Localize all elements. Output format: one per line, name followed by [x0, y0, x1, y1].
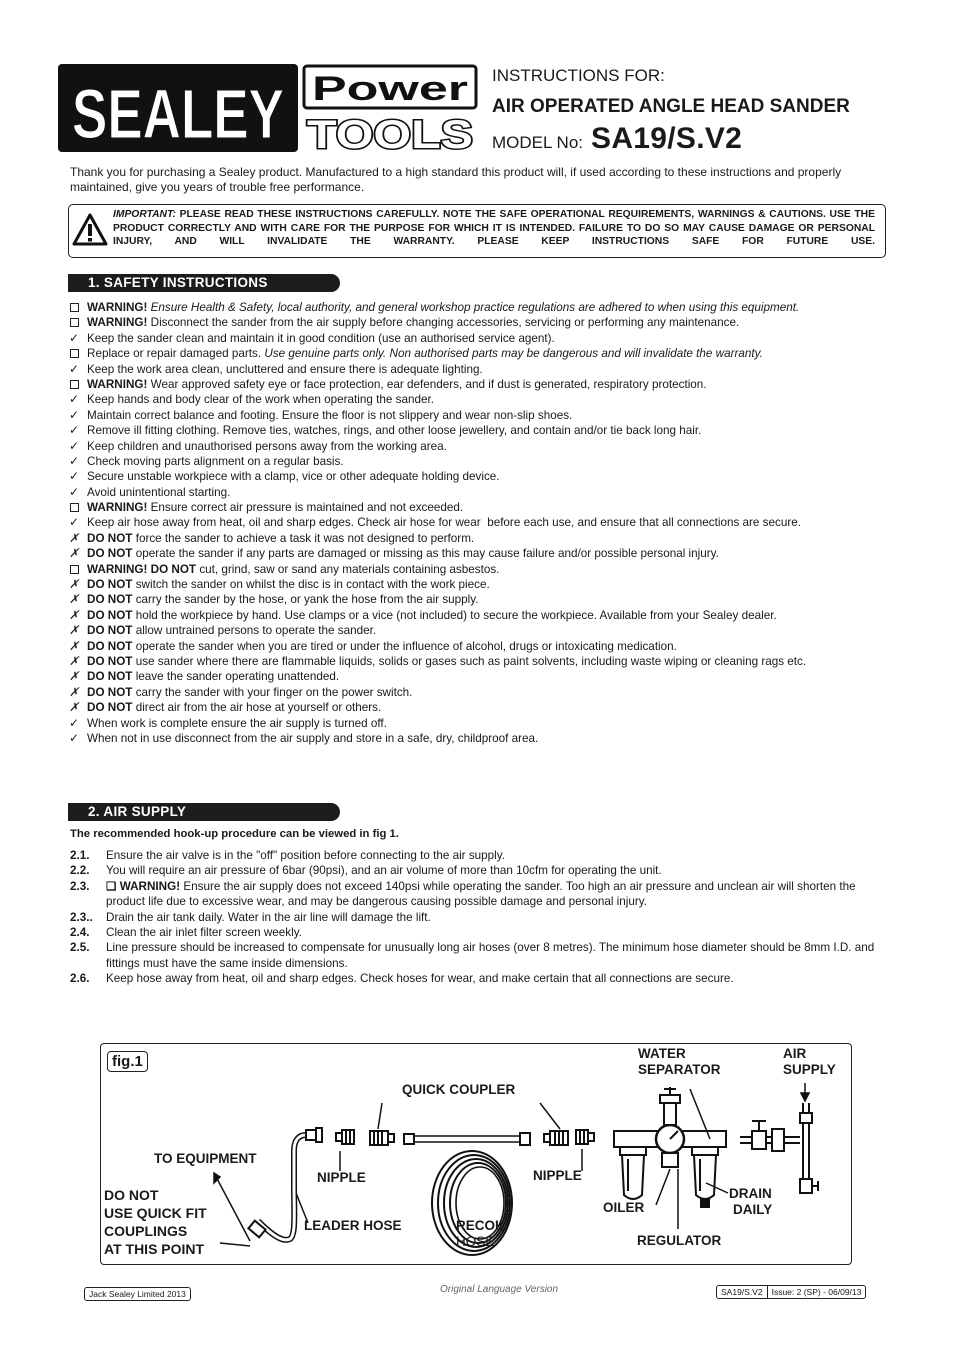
safety-item — [66, 654, 896, 669]
safety-item-body: carry the sander by the hose, or yank the hose from the air supply. — [132, 593, 479, 607]
air-supply-note: The recommended hook-up procedure can be viewed in fig 1. — [70, 828, 399, 840]
safety-item — [66, 377, 896, 392]
safety-item-body: carry the sander with your finger on the power switch. — [132, 685, 413, 699]
safety-item-text — [87, 392, 434, 407]
header-product-name: AIR OPERATED ANGLE HEAD SANDER — [492, 96, 850, 117]
checkmark-icon: ✓ — [68, 407, 80, 422]
safety-item-emphasis: WARNING! — [87, 377, 148, 391]
footer-issue-box — [716, 1285, 866, 1299]
safety-item-body: Ensure correct air pressure is maintained and not exceeded. — [147, 501, 464, 515]
air-supply-item — [70, 879, 890, 910]
air-supply-valve-drawing — [740, 1103, 818, 1193]
safety-item-text — [87, 315, 739, 330]
safety-item — [66, 423, 896, 438]
label-recoil-hose: RECOIL HOSE — [456, 1218, 508, 1249]
air-supply-item-warning: ❏ WARNING! — [106, 879, 181, 893]
checkbox-bullet-icon — [66, 377, 82, 393]
safety-item — [66, 515, 896, 530]
safety-item-text — [87, 485, 230, 500]
safety-item-text — [87, 639, 677, 654]
safety-item-text — [87, 500, 463, 515]
intro-text: Thank you for purchasing a Sealey product. Manufactured to a high standard this product will, if used according to these instructions and properly maintained, give you years of trouble free performance. — [70, 165, 842, 194]
air-supply-item-text: You will require an air pressure of 6bar (90psi), and an air volume of more than 10cfm for operating the unit. — [106, 864, 662, 878]
safety-item — [66, 485, 896, 500]
safety-item-emphasis: DO NOT — [87, 654, 133, 668]
safety-item-body: operate the sander when you are tired or under the influence of alcohol, drugs or intoxicating medication. — [132, 639, 677, 653]
safety-item-emphasis: DO NOT — [87, 701, 133, 715]
air-supply-item-number: 2.5. — [70, 941, 90, 955]
nipple-right-drawing — [576, 1130, 594, 1144]
quick-coupler-right-drawing — [544, 1131, 568, 1145]
air-supply-item-text: Ensure the air valve is in the "off" position before connecting to the air supply. — [106, 849, 505, 862]
safety-item — [66, 592, 896, 607]
checkmark-icon: ✓ — [68, 330, 80, 345]
cross-icon: ✗ — [68, 577, 80, 592]
safety-item-text — [87, 377, 707, 392]
safety-item-text — [87, 423, 701, 438]
cross-icon: ✗ — [68, 684, 80, 699]
cross-icon: ✗ — [68, 669, 80, 684]
checkbox-bullet-icon — [66, 346, 82, 362]
safety-item — [66, 577, 896, 592]
cross-icon: ✗ — [68, 546, 80, 561]
air-supply-item-number: 2.6. — [70, 972, 90, 986]
label-drain-daily: DRAIN DAILY — [729, 1186, 773, 1217]
figure-label: fig.1 — [107, 1051, 148, 1072]
safety-item — [66, 300, 896, 315]
air-supply-item — [70, 863, 890, 878]
air-supply-item-text: Clean the air inlet filter screen weekly. — [106, 926, 302, 940]
safety-item — [66, 454, 896, 469]
label-air-supply: AIR SUPPLY — [783, 1046, 836, 1077]
checkbox-bullet-icon — [66, 300, 82, 316]
safety-item-emphasis: WARNING! — [87, 316, 148, 330]
safety-item-emphasis: WARNING! — [87, 501, 148, 515]
cross-icon: ✗ — [68, 638, 80, 653]
safety-item-body: switch the sander on whilst the disc is in contact with the work piece. — [132, 578, 490, 592]
safety-item-body: Maintain correct balance and footing. Ensure the floor is not slippery and wear non-slip shoes. — [87, 408, 573, 422]
cross-icon: ✗ — [68, 623, 80, 638]
safety-item-text — [87, 731, 538, 746]
safety-item — [66, 700, 896, 715]
air-supply-item-text: Line pressure should be increased to compensate for unusually long air hoses (over 8 metres). The minimum hose diameter should be 8mm I.D. and fittings must have the same inside dimensions. — [106, 941, 875, 970]
safety-item-emphasis: DO NOT — [87, 608, 133, 622]
model-prefix: MODEL No: — [492, 133, 584, 152]
safety-item — [66, 439, 896, 454]
air-supply-item — [70, 925, 890, 940]
checkmark-icon: ✓ — [68, 484, 80, 499]
label-regulator: REGULATOR — [637, 1233, 722, 1248]
label-nipple-right: NIPPLE — [533, 1168, 582, 1183]
safety-item-emphasis: WARNING! DO NOT — [87, 562, 197, 576]
checkbox-bullet-icon — [66, 562, 82, 578]
safety-item-text — [87, 685, 412, 700]
checkmark-icon: ✓ — [68, 469, 80, 484]
safety-item-italic: Ensure Health & Safety, local authority, and general workshop practice regulations are adhered to when using this equipment. — [147, 301, 800, 314]
tools-logo-text: TOOLS — [307, 113, 473, 152]
safety-item-body: hold the workpiece by hand. Use clamps or a vice (not included) to secure the workpiece. Available from your Sealey dealer. — [132, 608, 777, 622]
checkmark-icon: ✓ — [68, 515, 80, 530]
safety-item-emphasis: WARNING! — [87, 301, 148, 314]
safety-instructions-list — [66, 300, 896, 746]
checkmark-icon: ✓ — [68, 361, 80, 376]
air-supply-item-number: 2.3.. — [70, 910, 93, 924]
safety-item — [66, 669, 896, 684]
checkmark-icon: ✓ — [68, 453, 80, 468]
air-supply-item-text: Drain the air tank daily. Water in the air line will damage the lift. — [106, 910, 431, 924]
safety-item-emphasis: DO NOT — [87, 624, 133, 638]
safety-item-body: Remove ill fitting clothing. Remove ties, watches, rings, and other loose jewellery, and contain and/or tie back long hair. — [87, 424, 702, 438]
important-body: PLEASE READ THESE INSTRUCTIONS CAREFULLY. NOTE THE SAFE OPERATIONAL REQUIREMENTS, WARNINGS & CAUTIONS. USE THE PRODUCT CORRECTLY AND WITH CARE FOR THE PURPOSE FOR WHICH IT IS INTENDED. FAILURE TO DO SO MAY CAUSE DAMAGE OR PERSONAL INJURY, AND WILL INVALIDATE THE WARRANTY. PLEASE KEEP INSTRUCTIONS SAFE FOR FUTURE USE. — [113, 209, 875, 247]
safety-item-body: Keep hands and body clear of the work when operating the sander. — [87, 393, 434, 407]
section-heading-safety: 1. SAFETY INSTRUCTIONS — [68, 274, 340, 292]
cross-icon: ✗ — [68, 592, 80, 607]
safety-item-italic: Use genuine parts only. Non authorised parts may be dangerous and will invalidate the warranty. — [261, 347, 763, 361]
safety-item — [66, 546, 896, 561]
safety-item-text — [87, 300, 799, 315]
power-tools-logo — [302, 64, 478, 152]
checkmark-icon: ✓ — [68, 392, 80, 407]
safety-item-emphasis: DO NOT — [87, 531, 133, 545]
air-supply-item — [70, 910, 890, 925]
safety-item — [66, 331, 896, 346]
air-supply-item-text: Ensure the air supply does not exceed 140psi while operating the sander. Too high an air pressure and unclean air will shorten the product life due to excessive wear, and may be dangerous causing possible damage and personal injury. — [106, 879, 856, 909]
safety-item-text — [87, 346, 763, 361]
label-do-not: DO NOT USE QUICK FIT COUPLINGS AT THIS POINT — [104, 1187, 207, 1257]
safety-item-body: Disconnect the sander from the air supply before changing accessories, servicing or performing any maintenance. — [147, 316, 740, 330]
footer-copyright: Jack Sealey Limited 2013 — [84, 1287, 191, 1301]
label-water-separator: WATER SEPARATOR — [638, 1046, 721, 1077]
checkmark-icon: ✓ — [68, 715, 80, 730]
filter-regulator-lubricator-drawing — [614, 1087, 726, 1207]
safety-item-body: leave the sander operating unattended. — [132, 670, 340, 684]
safety-item — [66, 731, 896, 746]
checkmark-icon: ✓ — [68, 730, 80, 745]
safety-item-body: Keep the work area clean, uncluttered and ensure there is adequate lighting. — [87, 362, 483, 376]
safety-item-body: Avoid unintentional starting. — [87, 485, 231, 499]
safety-item-text — [87, 700, 381, 715]
safety-item-body: Keep the sander clean and maintain it in good condition (use an authorised service agent). — [87, 331, 555, 345]
checkbox-bullet-icon — [66, 315, 82, 331]
safety-item-body: use sander where there are flammable liquids, solids or gases such as paint solvents, including waste wiping or cleaning rags etc. — [132, 654, 807, 668]
footer-language-note: Original Language Version — [440, 1284, 559, 1295]
safety-item — [66, 531, 896, 546]
safety-item-text — [87, 669, 339, 684]
safety-item-body: Secure unstable workpiece with a clamp, vice or other adequate holding device. — [87, 470, 500, 484]
safety-item-body: operate the sander if any parts are damaged or missing as this may cause failure and/or possible personal injury. — [132, 547, 719, 561]
safety-item — [66, 623, 896, 638]
safety-item — [66, 639, 896, 654]
cross-icon: ✗ — [68, 653, 80, 668]
safety-item — [66, 685, 896, 700]
safety-item-text — [87, 515, 801, 530]
safety-item-text — [87, 531, 474, 546]
safety-item-emphasis: DO NOT — [87, 685, 133, 699]
leader-hose-drawing — [258, 1135, 306, 1240]
checkmark-icon: ✓ — [68, 423, 80, 438]
safety-item — [66, 346, 896, 361]
safety-item-text — [87, 623, 376, 638]
air-supply-item — [70, 848, 890, 863]
air-supply-list — [70, 848, 890, 987]
checkmark-icon: ✓ — [68, 438, 80, 453]
safety-item-text — [87, 469, 500, 484]
label-leader-hose: LEADER HOSE — [304, 1218, 402, 1233]
safety-item-emphasis: DO NOT — [87, 578, 133, 592]
safety-item-body: Keep children and unauthorised persons away from the working area. — [87, 439, 447, 453]
important-lead: IMPORTANT: — [113, 209, 176, 220]
cross-icon: ✗ — [68, 530, 80, 545]
footer-model: SA19/S.V2 — [721, 1287, 763, 1297]
nipple-left-drawing — [336, 1130, 354, 1144]
safety-item — [66, 608, 896, 623]
cross-icon: ✗ — [68, 700, 80, 715]
checkbox-bullet-icon — [66, 500, 82, 516]
safety-item-text — [87, 439, 447, 454]
header-model-line — [492, 122, 742, 156]
sealey-logo-text: SEALEY — [72, 75, 284, 152]
quick-coupler-left-drawing — [370, 1131, 394, 1145]
label-quick-coupler: QUICK COUPLER — [402, 1082, 516, 1097]
air-supply-item — [70, 940, 890, 971]
safety-item — [66, 392, 896, 407]
safety-item-text — [87, 408, 572, 423]
air-supply-item-number: 2.4. — [70, 926, 90, 940]
warning-triangle-icon — [72, 212, 108, 253]
air-supply-item-number: 2.2. — [70, 864, 90, 878]
safety-item-text — [87, 546, 719, 561]
footer-issue: Issue: 2 (SP) - 06/09/13 — [767, 1286, 866, 1298]
safety-item-emphasis: DO NOT — [87, 670, 133, 684]
safety-item-text — [87, 654, 806, 669]
safety-item — [66, 562, 896, 577]
safety-item-text — [87, 577, 490, 592]
safety-item-body: Wear approved safety eye or face protection, ear defenders, and if dust is generated, respiratory protection. — [147, 377, 707, 391]
air-supply-item-text: Keep hose away from heat, oil and sharp edges. Check hoses for wear, and make certain that all connections are secure. — [106, 972, 734, 986]
safety-item-text — [87, 592, 479, 607]
safety-item-body: Check moving parts alignment on a regular basis. — [87, 454, 344, 468]
sealey-logo — [58, 64, 298, 152]
safety-item-emphasis: DO NOT — [87, 593, 133, 607]
safety-item-text — [87, 716, 387, 731]
safety-item-body: Keep air hose away from heat, oil and sharp edges. Check air hose for wear before each use, and ensure that all connections are secure. — [87, 516, 802, 530]
safety-item — [66, 315, 896, 330]
label-oiler: OILER — [603, 1200, 645, 1215]
section-heading-air-supply: 2. AIR SUPPLY — [68, 803, 340, 821]
model-number: SA19/S.V2 — [591, 122, 743, 155]
safety-item-body: allow untrained persons to operate the sander. — [132, 624, 377, 638]
safety-item-text — [87, 608, 777, 623]
air-supply-item — [70, 971, 890, 986]
safety-item — [66, 469, 896, 484]
safety-item-body: direct air from the air hose at yourself or others. — [132, 701, 382, 715]
safety-item — [66, 500, 896, 515]
safety-item-text — [87, 362, 483, 377]
safety-item — [66, 408, 896, 423]
safety-item-body: Replace or repair damaged parts. — [87, 347, 262, 361]
air-supply-item-number: 2.1. — [70, 849, 90, 862]
safety-item-text — [87, 331, 555, 346]
header-instructions-for: INSTRUCTIONS FOR: — [492, 66, 665, 85]
label-nipple-left: NIPPLE — [317, 1170, 366, 1185]
safety-item-text — [87, 454, 344, 469]
safety-item-emphasis: DO NOT — [87, 547, 133, 561]
safety-item-body: When not in use disconnect from the air supply and store in a safe, dry, childproof area. — [87, 731, 539, 745]
safety-item-body: cut, grind, saw or sand any materials containing asbestos. — [196, 562, 500, 576]
air-supply-item-number: 2.3. — [70, 879, 90, 893]
safety-item-body: When work is complete ensure the air supply is turned off. — [87, 716, 387, 730]
important-notice-text — [113, 208, 875, 249]
safety-item-emphasis: DO NOT — [87, 639, 133, 653]
cross-icon: ✗ — [68, 607, 80, 622]
safety-item — [66, 716, 896, 731]
safety-item-body: force the sander to achieve a task it was not designed to perform. — [132, 531, 475, 545]
power-logo-text: Power — [312, 70, 468, 108]
label-to-equipment: TO EQUIPMENT — [154, 1151, 257, 1166]
safety-item — [66, 362, 896, 377]
safety-item-text — [87, 562, 499, 577]
